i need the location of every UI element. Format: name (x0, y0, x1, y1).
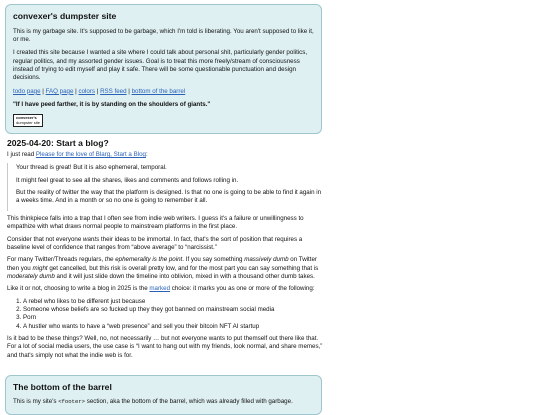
text-span: Consider that not everyone (7, 235, 84, 243)
site-header (5, 4, 322, 134)
nav-link-todo[interactable]: todo page (13, 87, 41, 95)
site-title: convexer's dumpster site (13, 11, 117, 21)
site-nav (13, 88, 314, 96)
paragraph-marked (7, 285, 323, 293)
read-paragraph (7, 151, 323, 159)
text-span: This is my site's (13, 397, 59, 405)
list-item: 3. Porn (23, 314, 323, 322)
emphasis: might (32, 264, 48, 272)
intro-text: This is my garbage site. It's supposed to be garbage, which I'm told is liberating. You aren't supposed to like it, or me. (13, 27, 314, 43)
nav-separator: | (126, 87, 132, 95)
quote-line: Your thread is great! But it is also ephemeral, temporal. (16, 164, 167, 172)
read-prefix: I just read (7, 151, 36, 158)
post-title: 2025-04-20: Start a blog? (7, 138, 109, 148)
list-item: 2. Someone whose beliefs are so fucked up they they got banned on mainstream social media (23, 306, 323, 314)
nav-separator: | (95, 87, 101, 95)
text-span: Like it or not, choosing to write a blog in 2025 is the (7, 285, 150, 293)
post-body (7, 151, 323, 364)
list-item: 1. A rebel who likes to be different just because (23, 298, 323, 306)
nav-separator: | (40, 87, 46, 95)
site-badge[interactable] (13, 114, 43, 126)
nav-link-faq[interactable]: FAQ page (45, 87, 74, 95)
marked-link[interactable]: marked (149, 285, 171, 293)
read-suffix: : (145, 151, 148, 158)
list-item: 4. A hustler who wants to have a “web presence” and sell you their bitcoin NFT AI startup (23, 323, 323, 331)
badge-line-1: convexer's (16, 115, 37, 121)
footer-title: The bottom of the barrel (13, 382, 112, 392)
emphasis: massively dumb (244, 256, 289, 264)
post-blockquote (7, 163, 323, 210)
text-span: section, aka the bottom of the barrel, which was already filled with garbage. (85, 397, 293, 405)
quote-line: But the reality of twitter the way that the platform is designed. Is that no one is going to be able to find it again in a weeks time. And in a month or so no one is going to remember it all. (16, 189, 322, 205)
text-span: get cancelled, but this risk is overall pretty low, and for the most part you can say something that is (47, 264, 319, 272)
text-span: their ideas to be immortal. In fact, that's the sort of position that requires a baseline level of confidence that ranges from “above average” to “narcissist.” (7, 235, 303, 251)
about-text: I created this site because I wanted a site where I could talk about personal shit, particularly gender politics, regular politics, and my assorted gender issues. Goal is to treat this more freely/stream of consciousness instead of trying to edit myself and play it safe. There will be some questionable punctuation and design decisions. (13, 49, 308, 82)
paragraph-conclusion: Is it bad to be these things? Well, no, not necessarily … but not everyone wants to put themself out there like that. For a lot of social media users, the use case is “I want to hang out with my friends, look normal, and share memes,” and that's simply not what the indie web is for. (7, 335, 323, 359)
footer-code: <footer> (58, 397, 86, 405)
paragraph-immortal (7, 236, 323, 253)
text-span: on Twitter then you (7, 256, 317, 272)
nav-link-rss[interactable]: RSS feed (100, 87, 127, 95)
marked-list (7, 298, 323, 331)
emphasis: wants (83, 235, 100, 243)
nav-link-bottom[interactable]: bottom of the barrel (131, 87, 186, 95)
emphasis: moderately dumb (7, 272, 55, 280)
site-footer (5, 375, 322, 415)
text-span: choice: it marks you as one or more of the following: (170, 285, 315, 293)
quote-line: It might feel great to see all the shares, likes and comments and follows rolling in. (16, 176, 239, 184)
text-span: . If you say something (182, 256, 245, 264)
emphasis: the ephemerality is the point (104, 256, 183, 264)
paragraph-thinkpiece: This thinkpiece falls into a trap that I often see from indie web writers. I guess it's a failure or unwillingness to empathize with what draws normal people to mainstream platforms in the first place. (7, 214, 304, 231)
text-span: and it will just slide down the timeline into oblivion, mixed in with a thousand other dumb takes. (54, 272, 315, 280)
nav-separator: | (73, 87, 79, 95)
header-quote: "If I have peed farther, it is by standing on the shoulders of giants." (13, 101, 211, 109)
badge-line-2: dumpster site (16, 119, 41, 125)
nav-link-colors[interactable]: colors (78, 87, 96, 95)
text-span: For many Twitter/Threads regulars, (7, 256, 105, 264)
paragraph-ephemerality (7, 256, 323, 281)
blarg-link[interactable]: Please for the love of Blarg, Start a Blog (35, 151, 146, 158)
